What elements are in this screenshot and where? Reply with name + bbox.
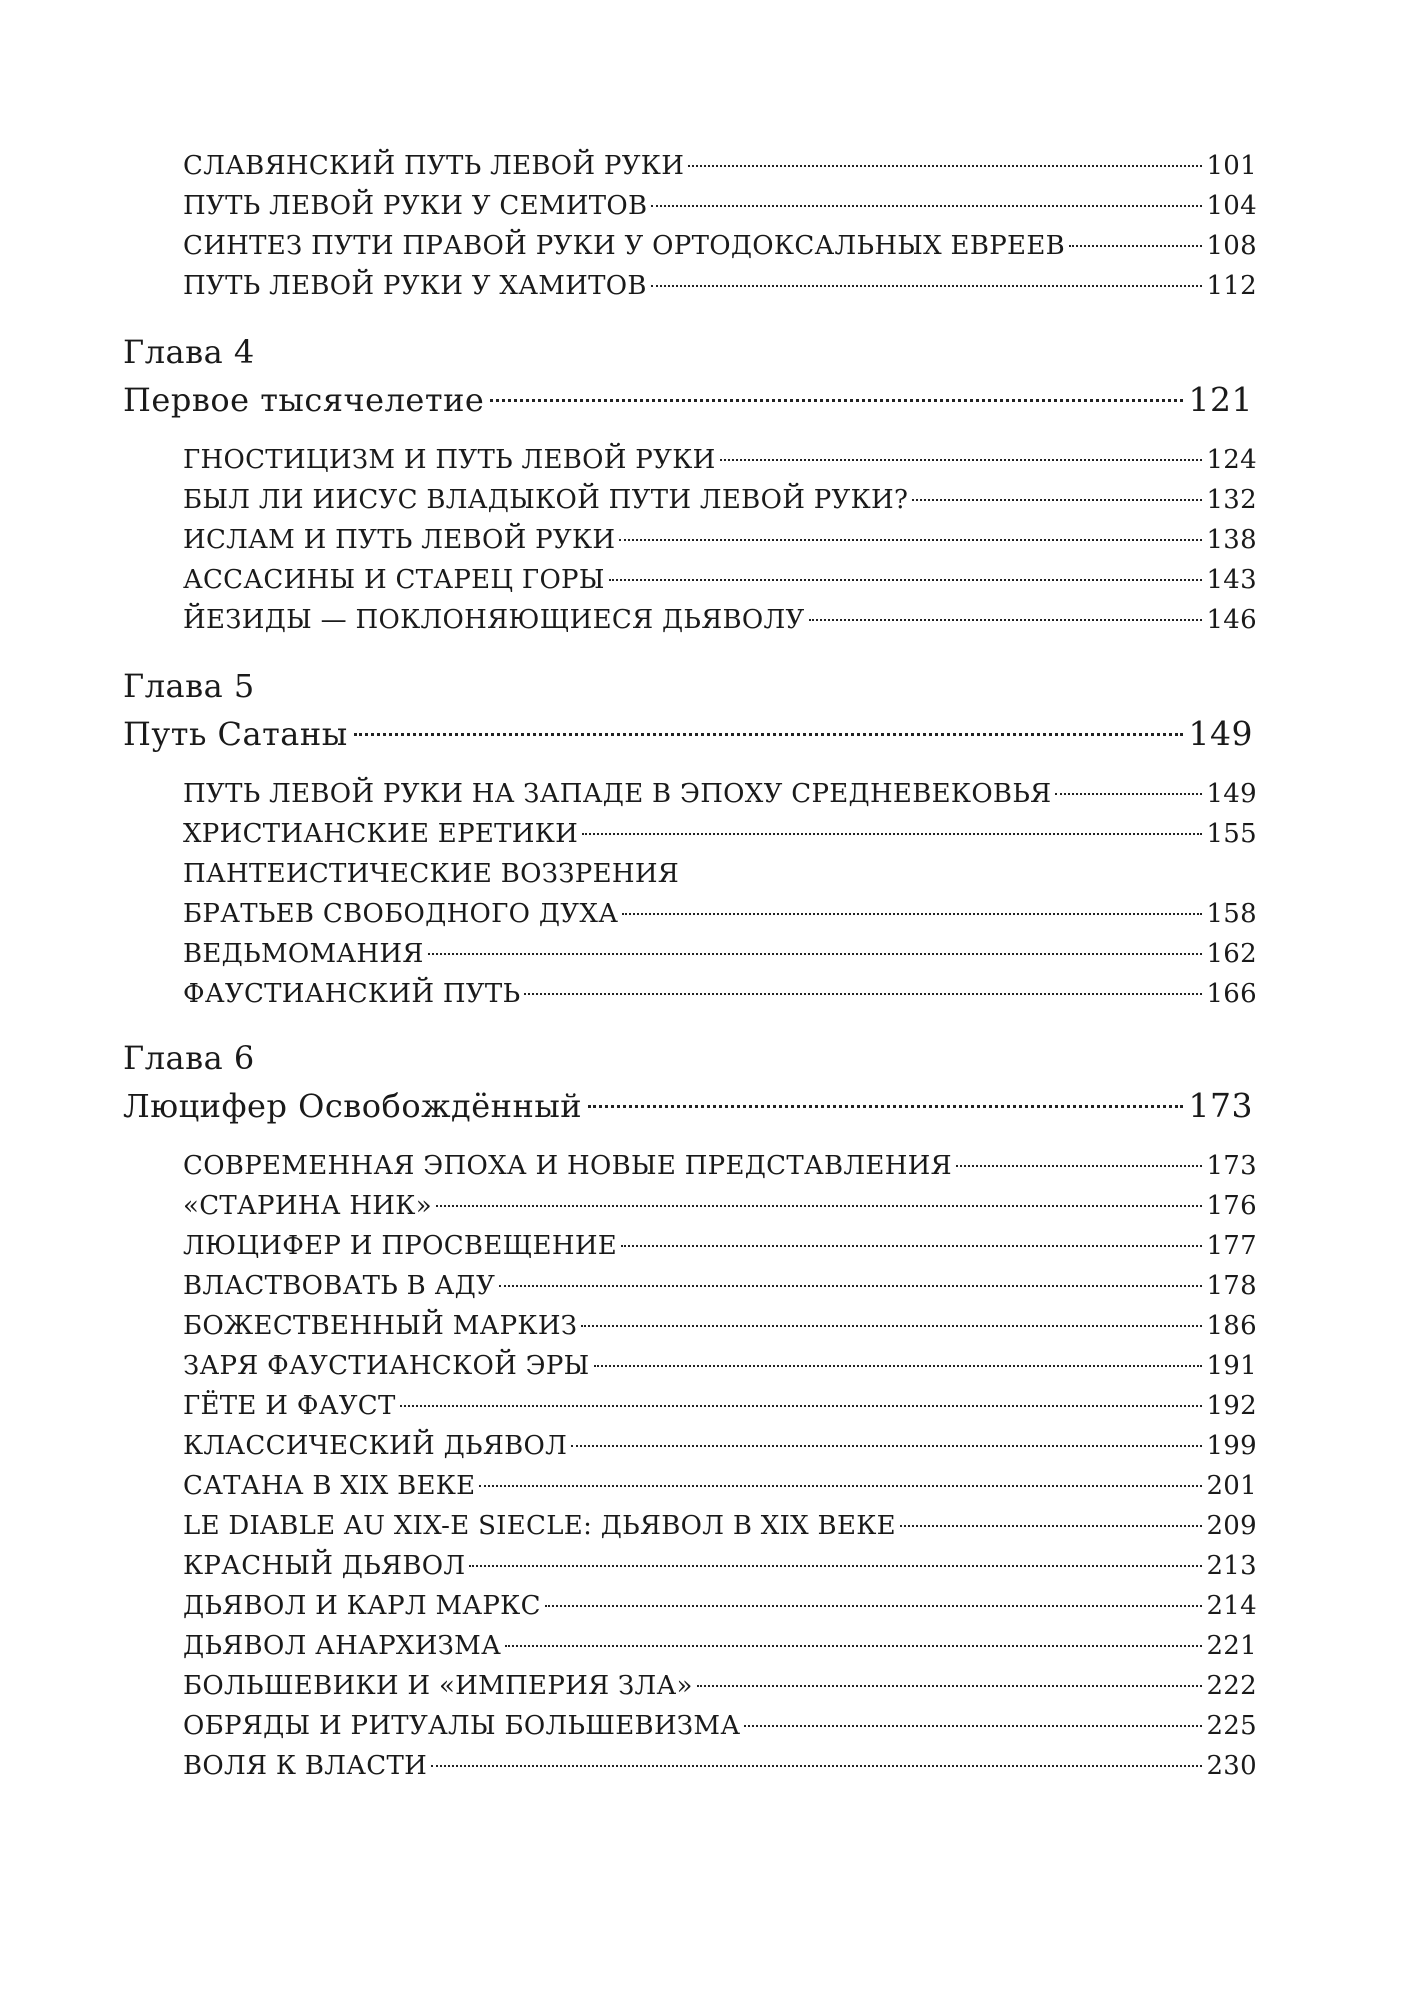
toc-entry[interactable]	[183, 440, 1257, 480]
entry-title: ОБРЯДЫ И РИТУАЛЫ БОЛЬШЕВИЗМА	[183, 1711, 741, 1741]
dot-leader	[619, 539, 1202, 541]
dot-leader	[479, 1485, 1202, 1487]
toc-entry[interactable]	[183, 894, 1257, 934]
toc-entry[interactable]	[183, 1426, 1257, 1466]
entry-title: БОЖЕСТВЕННЫЙ МАРКИЗ	[183, 1311, 578, 1341]
entry-title: СЛАВЯНСКИЙ ПУТЬ ЛЕВОЙ РУКИ	[183, 151, 685, 181]
entry-page: 230	[1206, 1751, 1257, 1781]
toc-entry[interactable]	[183, 774, 1257, 814]
toc-entry[interactable]	[183, 1226, 1257, 1266]
entry-page: 192	[1206, 1391, 1257, 1421]
chapter-title: Люцифер Освобождённый	[123, 1087, 583, 1125]
entry-page: 132	[1206, 485, 1257, 515]
entry-title: ВОЛЯ К ВЛАСТИ	[183, 1751, 428, 1781]
entry-page: 201	[1206, 1471, 1257, 1501]
toc-entry[interactable]	[183, 854, 1257, 894]
dot-leader	[651, 285, 1203, 287]
entry-page: 177	[1206, 1231, 1257, 1261]
dot-leader	[400, 1405, 1203, 1407]
entry-title: СОВРЕМЕННАЯ ЭПОХА И НОВЫЕ ПРЕДСТАВЛЕНИЯ	[183, 1151, 952, 1181]
toc-entry[interactable]	[183, 146, 1257, 186]
toc-entry[interactable]	[183, 1346, 1257, 1386]
chapter-page: 149	[1188, 714, 1253, 753]
toc-entry[interactable]	[183, 1706, 1257, 1746]
chapter-label: Глава 5	[123, 667, 255, 705]
entry-page: 155	[1206, 819, 1257, 849]
entry-page: 199	[1206, 1431, 1257, 1461]
toc-entry[interactable]	[183, 1146, 1257, 1186]
entry-title: ЗАРЯ ФАУСТИАНСКОЙ ЭРЫ	[183, 1351, 590, 1381]
entry-title: ХРИСТИАНСКИЕ ЕРЕТИКИ	[183, 819, 579, 849]
entry-page: 186	[1206, 1311, 1257, 1341]
entry-title: ГНОСТИЦИЗМ И ПУТЬ ЛЕВОЙ РУКИ	[183, 445, 716, 475]
dot-leader	[571, 1445, 1202, 1447]
entry-title: ПУТЬ ЛЕВОЙ РУКИ У СЕМИТОВ	[183, 191, 648, 221]
toc-entry[interactable]	[183, 186, 1257, 226]
entry-title: ВЕДЬМОМАНИЯ	[183, 939, 424, 969]
entry-title: «СТАРИНА НИК»	[183, 1191, 432, 1221]
toc-entry[interactable]	[183, 934, 1257, 974]
entry-page: 173	[1206, 1151, 1257, 1181]
dot-leader	[594, 1365, 1203, 1367]
dot-leader	[688, 165, 1202, 167]
chapter-page: 121	[1188, 380, 1253, 419]
dot-leader	[1055, 793, 1202, 795]
toc-entry[interactable]	[183, 560, 1257, 600]
dot-leader	[545, 1605, 1203, 1607]
entry-page: 214	[1206, 1591, 1257, 1621]
entry-title: ВЛАСТВОВАТЬ В АДУ	[183, 1271, 496, 1301]
chapter-title: Путь Сатаны	[123, 715, 348, 753]
entry-title: БЫЛ ЛИ ИИСУС ВЛАДЫКОЙ ПУТИ ЛЕВОЙ РУКИ?	[183, 485, 909, 515]
dot-leader	[912, 499, 1202, 501]
dot-leader	[436, 1205, 1203, 1207]
entry-page: 158	[1206, 899, 1257, 929]
entry-page: 104	[1206, 191, 1257, 221]
toc-entry[interactable]	[183, 1586, 1257, 1626]
entry-title: БОЛЬШЕВИКИ И «ИМПЕРИЯ ЗЛА»	[183, 1671, 693, 1701]
chapter-label: Глава 4	[123, 333, 255, 371]
entry-page: 178	[1206, 1271, 1257, 1301]
dot-leader	[581, 1325, 1202, 1327]
entry-page: 162	[1206, 939, 1257, 969]
entry-title: ФАУСТИАНСКИЙ ПУТЬ	[183, 979, 521, 1009]
entry-page: 108	[1206, 231, 1257, 261]
toc-entry[interactable]	[183, 1266, 1257, 1306]
entry-title: СИНТЕЗ ПУТИ ПРАВОЙ РУКИ У ОРТОДОКСАЛЬНЫХ ЕВРЕЕВ	[183, 231, 1066, 261]
entry-page: 146	[1206, 605, 1257, 635]
entry-title: ДЬЯВОЛ И КАРЛ МАРКС	[183, 1591, 541, 1621]
dot-leader	[582, 833, 1202, 835]
entry-page: 149	[1206, 779, 1257, 809]
dot-leader	[809, 619, 1203, 621]
entry-page: 222	[1206, 1671, 1257, 1701]
dot-leader	[499, 1285, 1202, 1287]
entry-page: 101	[1206, 151, 1257, 181]
entry-title: LE DIABLE AU XIX-E SIECLE: ДЬЯВОЛ В XIX ВЕКЕ	[183, 1511, 896, 1541]
dot-leader	[354, 733, 1183, 736]
entry-page: 138	[1206, 525, 1257, 555]
toc-entry[interactable]	[183, 1466, 1257, 1506]
dot-leader	[900, 1525, 1203, 1527]
entry-title: ПУТЬ ЛЕВОЙ РУКИ НА ЗАПАДЕ В ЭПОХУ СРЕДНЕВЕКОВЬЯ	[183, 779, 1052, 809]
dot-leader	[524, 993, 1202, 995]
dot-leader	[956, 1165, 1203, 1167]
entry-page: 225	[1206, 1711, 1257, 1741]
chapter-heading[interactable]	[123, 710, 1253, 758]
entry-page: 166	[1206, 979, 1257, 1009]
entry-title: ИСЛАМ И ПУТЬ ЛЕВОЙ РУКИ	[183, 525, 616, 555]
toc-entry[interactable]	[183, 600, 1257, 640]
toc-entry[interactable]	[183, 226, 1257, 266]
entry-page: 143	[1206, 565, 1257, 595]
entry-title: САТАНА В XIX ВЕКЕ	[183, 1471, 476, 1501]
toc-entry[interactable]	[183, 520, 1257, 560]
toc-entry[interactable]	[183, 974, 1257, 1014]
chapter-page: 173	[1188, 1086, 1253, 1125]
toc-entry[interactable]	[183, 266, 1257, 306]
entry-page: 112	[1206, 271, 1257, 301]
toc-entry[interactable]	[183, 1186, 1257, 1226]
entry-page: 176	[1206, 1191, 1257, 1221]
toc-entry[interactable]	[183, 1546, 1257, 1586]
chapter-title: Первое тысячелетие	[123, 381, 485, 419]
dot-leader	[744, 1725, 1202, 1727]
toc-entry[interactable]	[183, 480, 1257, 520]
entry-title: ПУТЬ ЛЕВОЙ РУКИ У ХАМИТОВ	[183, 271, 647, 301]
entry-title: КЛАССИЧЕСКИЙ ДЬЯВОЛ	[183, 1431, 568, 1461]
entry-page: 213	[1206, 1551, 1257, 1581]
toc-entry[interactable]	[183, 1666, 1257, 1706]
chapter-heading[interactable]	[123, 376, 1253, 424]
entry-title: ДЬЯВОЛ АНАРХИЗМА	[183, 1631, 502, 1661]
dot-leader	[588, 1105, 1182, 1108]
dot-leader	[651, 205, 1202, 207]
dot-leader	[697, 1685, 1203, 1687]
dot-leader	[1069, 245, 1202, 247]
entry-page: 124	[1206, 445, 1257, 475]
toc-entry[interactable]	[183, 1746, 1257, 1786]
dot-leader	[490, 399, 1182, 402]
entry-title: ГЁТЕ И ФАУСТ	[183, 1391, 396, 1421]
dot-leader	[622, 913, 1202, 915]
entry-title: БРАТЬЕВ СВОБОДНОГО ДУХА	[183, 899, 619, 929]
entry-title: ЙЕЗИДЫ — ПОКЛОНЯЮЩИЕСЯ ДЬЯВОЛУ	[183, 605, 805, 635]
chapter-label: Глава 6	[123, 1039, 255, 1077]
toc-entry[interactable]	[183, 814, 1257, 854]
toc-entry[interactable]	[183, 1306, 1257, 1346]
entry-title: КРАСНЫЙ ДЬЯВОЛ	[183, 1551, 466, 1581]
entry-page: 209	[1206, 1511, 1257, 1541]
dot-leader	[609, 579, 1203, 581]
dot-leader	[621, 1245, 1202, 1247]
entry-page: 221	[1206, 1631, 1257, 1661]
dot-leader	[428, 953, 1203, 955]
toc-entry[interactable]	[183, 1506, 1257, 1546]
dot-leader	[469, 1565, 1202, 1567]
dot-leader	[720, 459, 1203, 461]
entry-title: АССАСИНЫ И СТАРЕЦ ГОРЫ	[183, 565, 605, 595]
dot-leader	[505, 1645, 1202, 1647]
entry-page: 191	[1206, 1351, 1257, 1381]
chapter-heading[interactable]	[123, 1082, 1253, 1130]
dot-leader	[431, 1765, 1202, 1767]
entry-title: ПАНТЕИСТИЧЕСКИЕ ВОЗЗРЕНИЯ	[183, 859, 680, 889]
toc-entry[interactable]	[183, 1386, 1257, 1426]
entry-title: ЛЮЦИФЕР И ПРОСВЕЩЕНИЕ	[183, 1231, 618, 1261]
toc-entry[interactable]	[183, 1626, 1257, 1666]
